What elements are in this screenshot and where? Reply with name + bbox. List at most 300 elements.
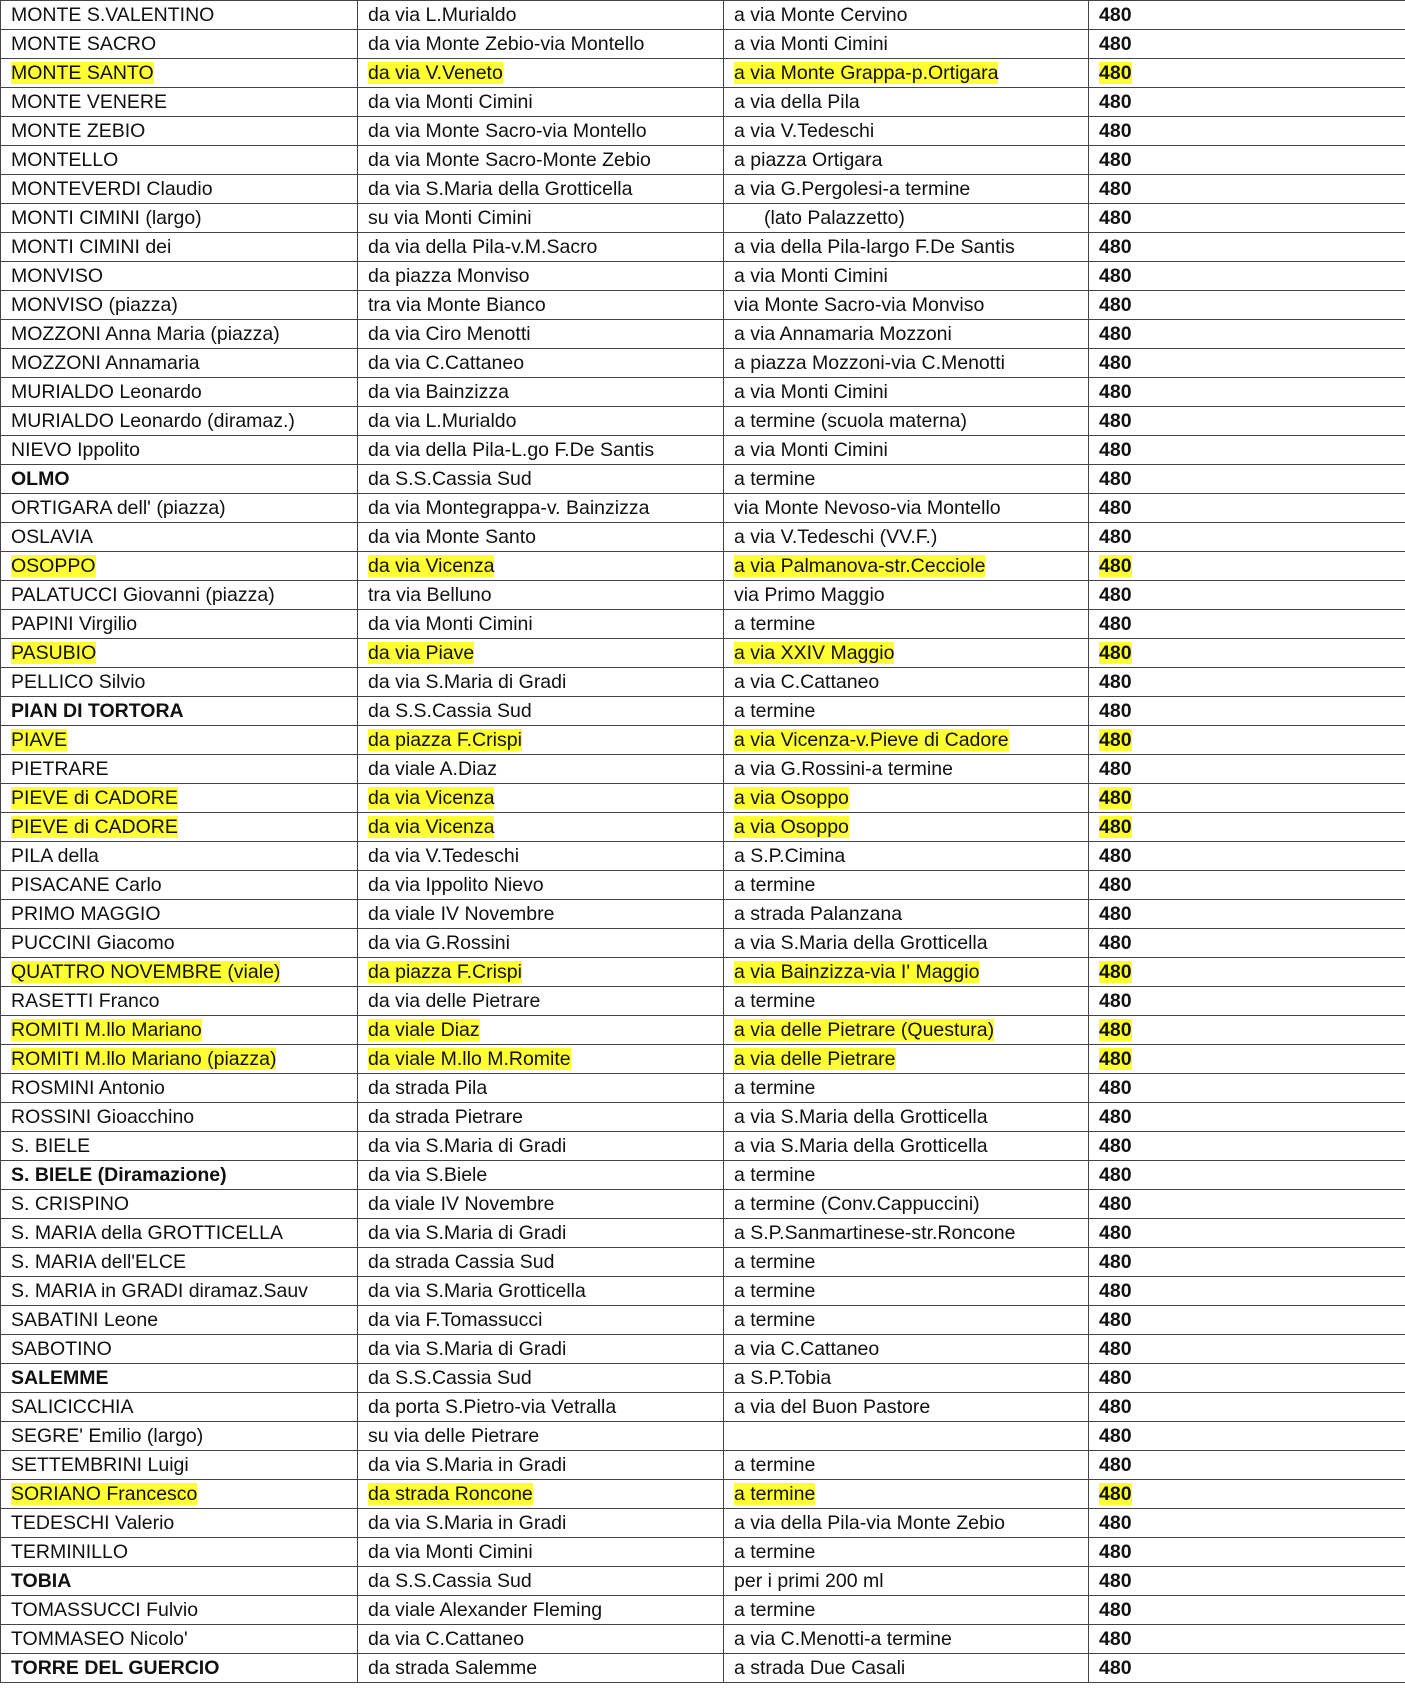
street-name-cell — [1, 610, 358, 639]
street-name-cell — [1, 581, 358, 610]
to-text: a termine — [734, 1454, 816, 1476]
code-cell — [1089, 726, 1405, 755]
code-cell — [1089, 1538, 1405, 1567]
code-text: 480 — [1099, 1541, 1132, 1563]
code-cell — [1089, 842, 1405, 871]
to-text: a via C.Menotti-a termine — [734, 1628, 952, 1650]
street-name-text: PIAVE — [11, 729, 67, 751]
street-name-cell — [1, 233, 358, 262]
to-text: a via Bainzizza-via I' Maggio — [734, 961, 980, 983]
code-cell — [1089, 494, 1405, 523]
code-cell — [1089, 59, 1405, 88]
code-cell — [1089, 88, 1405, 117]
street-name-text: MURIALDO Leonardo — [11, 381, 202, 403]
street-name-cell — [1, 639, 358, 668]
code-text: 480 — [1099, 1657, 1132, 1679]
street-name-cell — [1, 175, 358, 204]
table-row — [1, 1393, 1405, 1422]
to-text: a S.P.Sanmartinese-str.Roncone — [734, 1222, 1016, 1244]
street-name-cell — [1, 1509, 358, 1538]
code-text: 480 — [1099, 700, 1132, 722]
to-text: a via G.Pergolesi-a termine — [734, 178, 971, 200]
code-cell — [1089, 233, 1405, 262]
table-row — [1, 30, 1405, 59]
table-row — [1, 1364, 1405, 1393]
from-text: da via delle Pietrare — [368, 990, 541, 1012]
to-text: a via S.Maria della Grotticella — [734, 932, 988, 954]
from-text: da S.S.Cassia Sud — [368, 1367, 532, 1389]
code-cell — [1089, 1625, 1405, 1654]
code-text: 480 — [1099, 468, 1132, 490]
code-cell — [1089, 1045, 1405, 1074]
code-cell — [1089, 1161, 1405, 1190]
code-text: 480 — [1099, 1483, 1132, 1505]
street-name-cell — [1, 59, 358, 88]
code-text: 480 — [1099, 671, 1132, 693]
to-cell — [724, 958, 1089, 987]
from-cell — [358, 1190, 724, 1219]
code-cell — [1089, 465, 1405, 494]
table-row — [1, 610, 1405, 639]
street-name-cell — [1, 1480, 358, 1509]
street-name-cell — [1, 697, 358, 726]
from-cell — [358, 1596, 724, 1625]
from-cell — [358, 1074, 724, 1103]
table-row — [1, 755, 1405, 784]
table-row — [1, 88, 1405, 117]
code-text: 480 — [1099, 178, 1132, 200]
code-text: 480 — [1099, 1280, 1132, 1302]
from-cell — [358, 610, 724, 639]
from-text: da via Monte Sacro-via Montello — [368, 120, 647, 142]
code-text: 480 — [1099, 990, 1132, 1012]
code-cell — [1089, 407, 1405, 436]
street-name-text: ROMITI M.llo Mariano (piazza) — [11, 1048, 277, 1070]
street-name-text: MONTE SACRO — [11, 33, 157, 55]
code-text: 480 — [1099, 1019, 1132, 1041]
street-name-text: PIEVE di CADORE — [11, 787, 178, 809]
table-row — [1, 639, 1405, 668]
table-row — [1, 175, 1405, 204]
street-name-text: OLMO — [11, 468, 70, 490]
to-cell — [724, 987, 1089, 1016]
from-cell — [358, 639, 724, 668]
from-cell — [358, 407, 724, 436]
table-row — [1, 494, 1405, 523]
street-name-cell — [1, 1190, 358, 1219]
code-text: 480 — [1099, 555, 1132, 577]
code-cell — [1089, 958, 1405, 987]
table-row — [1, 1248, 1405, 1277]
code-cell — [1089, 523, 1405, 552]
street-name-cell — [1, 726, 358, 755]
table-row — [1, 668, 1405, 697]
code-text: 480 — [1099, 381, 1132, 403]
code-cell — [1089, 1190, 1405, 1219]
to-text: a via della Pila-via Monte Zebio — [734, 1512, 1005, 1534]
to-text: a via C.Cattaneo — [734, 671, 880, 693]
from-cell — [358, 552, 724, 581]
to-text: a termine — [734, 700, 816, 722]
from-text: da via Ippolito Nievo — [368, 874, 544, 896]
street-name-cell — [1, 987, 358, 1016]
code-text: 480 — [1099, 33, 1132, 55]
street-name-cell — [1, 871, 358, 900]
table-row — [1, 929, 1405, 958]
table-row — [1, 1306, 1405, 1335]
to-text: a termine — [734, 1541, 816, 1563]
street-name-text: S. CRISPINO — [11, 1193, 130, 1215]
code-text: 480 — [1099, 584, 1132, 606]
from-cell — [358, 1393, 724, 1422]
street-name-cell — [1, 1306, 358, 1335]
from-text: da via C.Cattaneo — [368, 1628, 525, 1650]
code-cell — [1089, 1016, 1405, 1045]
to-cell — [724, 117, 1089, 146]
to-text: a via delle Pietrare (Questura) — [734, 1019, 995, 1041]
table-row — [1, 349, 1405, 378]
street-name-cell — [1, 523, 358, 552]
code-text: 480 — [1099, 1048, 1132, 1070]
to-cell — [724, 1422, 1089, 1451]
code-cell — [1089, 552, 1405, 581]
street-name-cell — [1, 1596, 358, 1625]
street-name-cell — [1, 1422, 358, 1451]
from-text: da viale IV Novembre — [368, 903, 555, 925]
code-cell — [1089, 30, 1405, 59]
from-text: tra via Monte Bianco — [368, 294, 546, 316]
code-text: 480 — [1099, 1222, 1132, 1244]
from-text: da via S.Maria della Grotticella — [368, 178, 633, 200]
to-cell — [724, 465, 1089, 494]
from-text: da via S.Maria di Gradi — [368, 671, 567, 693]
street-name-text: TEDESCHI Valerio — [11, 1512, 175, 1534]
to-text: a termine — [734, 990, 816, 1012]
street-name-cell — [1, 552, 358, 581]
code-cell — [1089, 813, 1405, 842]
from-cell — [358, 465, 724, 494]
to-cell — [724, 88, 1089, 117]
to-text: a via V.Tedeschi — [734, 120, 875, 142]
from-cell — [358, 1509, 724, 1538]
code-cell — [1089, 349, 1405, 378]
street-name-text: MONVISO (piazza) — [11, 294, 178, 316]
to-text: via Primo Maggio — [734, 584, 885, 606]
from-cell — [358, 1654, 724, 1683]
code-text: 480 — [1099, 1251, 1132, 1273]
from-cell — [358, 1480, 724, 1509]
street-name-cell — [1, 755, 358, 784]
street-name-cell — [1, 146, 358, 175]
street-name-text: OSLAVIA — [11, 526, 94, 548]
table-row — [1, 726, 1405, 755]
to-text: a via del Buon Pastore — [734, 1396, 931, 1418]
to-text: a via della Pila-largo F.De Santis — [734, 236, 1015, 258]
code-cell — [1089, 1364, 1405, 1393]
street-name-cell — [1, 320, 358, 349]
to-cell — [724, 1132, 1089, 1161]
street-name-text: PILA della — [11, 845, 99, 867]
from-text: da viale M.llo M.Romite — [368, 1048, 571, 1070]
code-text: 480 — [1099, 613, 1132, 635]
street-name-cell — [1, 1132, 358, 1161]
table-row — [1, 1, 1405, 30]
from-text: da viale IV Novembre — [368, 1193, 555, 1215]
to-cell — [724, 784, 1089, 813]
table-row — [1, 1538, 1405, 1567]
to-cell — [724, 1538, 1089, 1567]
code-cell — [1089, 1103, 1405, 1132]
street-name-text: MONTE ZEBIO — [11, 120, 146, 142]
from-cell — [358, 1364, 724, 1393]
to-text: (lato Palazzetto) — [764, 207, 905, 229]
from-text: da strada Pila — [368, 1077, 488, 1099]
from-cell — [358, 1422, 724, 1451]
from-text: da via S.Maria in Gradi — [368, 1512, 567, 1534]
table-row — [1, 1567, 1405, 1596]
to-text: a via Monti Cimini — [734, 265, 888, 287]
code-cell — [1089, 900, 1405, 929]
from-text: da via S.Maria di Gradi — [368, 1222, 567, 1244]
street-name-text: PASUBIO — [11, 642, 97, 664]
from-text: da porta S.Pietro-via Vetralla — [368, 1396, 617, 1418]
from-cell — [358, 117, 724, 146]
to-text: via Monte Sacro-via Monviso — [734, 294, 985, 316]
to-cell — [724, 1509, 1089, 1538]
to-text: a via Monti Cimini — [734, 381, 888, 403]
from-text: da via S.Maria di Gradi — [368, 1135, 567, 1157]
street-name-text: TOMASSUCCI Fulvio — [11, 1599, 199, 1621]
street-name-text: PRIMO MAGGIO — [11, 903, 161, 925]
code-text: 480 — [1099, 294, 1132, 316]
street-name-cell — [1, 1219, 358, 1248]
code-text: 480 — [1099, 1570, 1132, 1592]
table-row — [1, 697, 1405, 726]
to-cell — [724, 146, 1089, 175]
to-text: a termine (Conv.Cappuccini) — [734, 1193, 980, 1215]
code-text: 480 — [1099, 1338, 1132, 1360]
code-text: 480 — [1099, 1512, 1132, 1534]
to-cell — [724, 1480, 1089, 1509]
to-text: a via della Pila — [734, 91, 860, 113]
table-row — [1, 1654, 1405, 1683]
from-cell — [358, 871, 724, 900]
code-cell — [1089, 1, 1405, 30]
to-cell — [724, 1103, 1089, 1132]
from-text: da strada Cassia Sud — [368, 1251, 555, 1273]
street-name-cell — [1, 1654, 358, 1683]
from-text: da piazza F.Crispi — [368, 961, 522, 983]
to-text: a termine — [734, 874, 816, 896]
from-text: da via L.Murialdo — [368, 4, 517, 26]
from-text: da S.S.Cassia Sud — [368, 468, 532, 490]
street-name-text: S. BIELE (Diramazione) — [11, 1164, 227, 1186]
table-row — [1, 1103, 1405, 1132]
from-cell — [358, 291, 724, 320]
from-cell — [358, 958, 724, 987]
code-text: 480 — [1099, 642, 1132, 664]
code-cell — [1089, 1596, 1405, 1625]
code-cell — [1089, 320, 1405, 349]
from-text: da via Monte Santo — [368, 526, 537, 548]
to-text: a via XXIV Maggio — [734, 642, 895, 664]
from-text: da via S.Biele — [368, 1164, 488, 1186]
street-name-text: S. MARIA in GRADI diramaz.Sauv — [11, 1280, 308, 1302]
street-name-cell — [1, 407, 358, 436]
from-cell — [358, 1277, 724, 1306]
from-cell — [358, 349, 724, 378]
code-text: 480 — [1099, 903, 1132, 925]
from-text: da via Monti Cimini — [368, 1541, 533, 1563]
street-name-cell — [1, 494, 358, 523]
to-cell — [724, 262, 1089, 291]
street-name-text: PALATUCCI Giovanni (piazza) — [11, 584, 275, 606]
code-text: 480 — [1099, 758, 1132, 780]
street-name-cell — [1, 1045, 358, 1074]
code-text: 480 — [1099, 816, 1132, 838]
from-text: da via Vicenza — [368, 555, 495, 577]
code-cell — [1089, 871, 1405, 900]
from-text: da via della Pila-v.M.Sacro — [368, 236, 598, 258]
street-name-cell — [1, 465, 358, 494]
code-text: 480 — [1099, 961, 1132, 983]
code-text: 480 — [1099, 1309, 1132, 1331]
code-cell — [1089, 1277, 1405, 1306]
to-text: a via S.Maria della Grotticella — [734, 1106, 988, 1128]
code-text: 480 — [1099, 1396, 1132, 1418]
street-name-text: ROMITI M.llo Mariano — [11, 1019, 202, 1041]
code-cell — [1089, 262, 1405, 291]
from-cell — [358, 1016, 724, 1045]
street-name-text: TOMMASEO Nicolo' — [11, 1628, 188, 1650]
street-name-text: PISACANE Carlo — [11, 874, 162, 896]
from-cell — [358, 1567, 724, 1596]
table-row — [1, 552, 1405, 581]
from-cell — [358, 1045, 724, 1074]
table-row — [1, 1074, 1405, 1103]
street-name-cell — [1, 1625, 358, 1654]
code-cell — [1089, 1567, 1405, 1596]
street-name-text: ORTIGARA dell' (piazza) — [11, 497, 226, 519]
from-cell — [358, 1, 724, 30]
from-text: da via C.Cattaneo — [368, 352, 525, 374]
street-name-text: MONTE S.VALENTINO — [11, 4, 215, 26]
from-cell — [358, 436, 724, 465]
to-cell — [724, 552, 1089, 581]
street-name-text: QUATTRO NOVEMBRE (viale) — [11, 961, 281, 983]
street-name-cell — [1, 1074, 358, 1103]
to-cell — [724, 30, 1089, 59]
code-cell — [1089, 987, 1405, 1016]
to-text: a termine — [734, 1077, 816, 1099]
street-name-cell — [1, 900, 358, 929]
to-text: a via S.Maria della Grotticella — [734, 1135, 988, 1157]
street-name-cell — [1, 1103, 358, 1132]
street-name-text: S. MARIA dell'ELCE — [11, 1251, 186, 1273]
code-text: 480 — [1099, 526, 1132, 548]
from-cell — [358, 320, 724, 349]
to-cell — [724, 842, 1089, 871]
from-text: da via Vicenza — [368, 787, 495, 809]
street-name-text: PIETRARE — [11, 758, 109, 780]
from-text: da strada Salemme — [368, 1657, 538, 1679]
from-cell — [358, 813, 724, 842]
code-cell — [1089, 581, 1405, 610]
table-row — [1, 1219, 1405, 1248]
code-text: 480 — [1099, 1454, 1132, 1476]
code-cell — [1089, 639, 1405, 668]
table-row — [1, 1335, 1405, 1364]
street-name-cell — [1, 1161, 358, 1190]
table-row — [1, 842, 1405, 871]
code-cell — [1089, 1074, 1405, 1103]
to-cell — [724, 871, 1089, 900]
code-text: 480 — [1099, 932, 1132, 954]
to-text: a via Annamaria Mozzoni — [734, 323, 952, 345]
table-row — [1, 262, 1405, 291]
code-cell — [1089, 1248, 1405, 1277]
from-text: da via Ciro Menotti — [368, 323, 531, 345]
street-name-cell — [1, 1016, 358, 1045]
to-cell — [724, 1364, 1089, 1393]
to-cell — [724, 755, 1089, 784]
from-text: su via delle Pietrare — [368, 1425, 540, 1447]
table-row — [1, 900, 1405, 929]
to-cell — [724, 59, 1089, 88]
code-cell — [1089, 1132, 1405, 1161]
to-cell — [724, 1393, 1089, 1422]
street-name-text: SETTEMBRINI Luigi — [11, 1454, 189, 1476]
to-cell — [724, 1654, 1089, 1683]
table-row — [1, 465, 1405, 494]
table-row — [1, 291, 1405, 320]
from-cell — [358, 30, 724, 59]
street-name-text: PUCCINI Giacomo — [11, 932, 175, 954]
code-text: 480 — [1099, 410, 1132, 432]
code-text: 480 — [1099, 1106, 1132, 1128]
street-name-text: TERMINILLO — [11, 1541, 129, 1563]
street-name-text: RASETTI Franco — [11, 990, 160, 1012]
table-row — [1, 233, 1405, 262]
code-text: 480 — [1099, 120, 1132, 142]
code-text: 480 — [1099, 1599, 1132, 1621]
table-row — [1, 1509, 1405, 1538]
code-text: 480 — [1099, 149, 1132, 171]
street-name-cell — [1, 1248, 358, 1277]
from-text: da viale Alexander Fleming — [368, 1599, 603, 1621]
from-cell — [358, 784, 724, 813]
to-text: a via Osoppo — [734, 787, 849, 809]
from-text: da strada Pietrare — [368, 1106, 524, 1128]
to-text: a S.P.Cimina — [734, 845, 846, 867]
from-cell — [358, 1248, 724, 1277]
table-row — [1, 1016, 1405, 1045]
code-cell — [1089, 610, 1405, 639]
to-text: a termine — [734, 1309, 816, 1331]
code-cell — [1089, 175, 1405, 204]
street-name-text: SEGRE' Emilio (largo) — [11, 1425, 204, 1447]
to-cell — [724, 1, 1089, 30]
from-text: da via Monte Zebio-via Montello — [368, 33, 645, 55]
from-text: da via Bainzizza — [368, 381, 509, 403]
from-text: da piazza F.Crispi — [368, 729, 522, 751]
code-text: 480 — [1099, 1164, 1132, 1186]
street-name-text: SABATINI Leone — [11, 1309, 159, 1331]
to-text: via Monte Nevoso-via Montello — [734, 497, 1001, 519]
table-row — [1, 1277, 1405, 1306]
from-cell — [358, 726, 724, 755]
to-text: a via delle Pietrare — [734, 1048, 896, 1070]
